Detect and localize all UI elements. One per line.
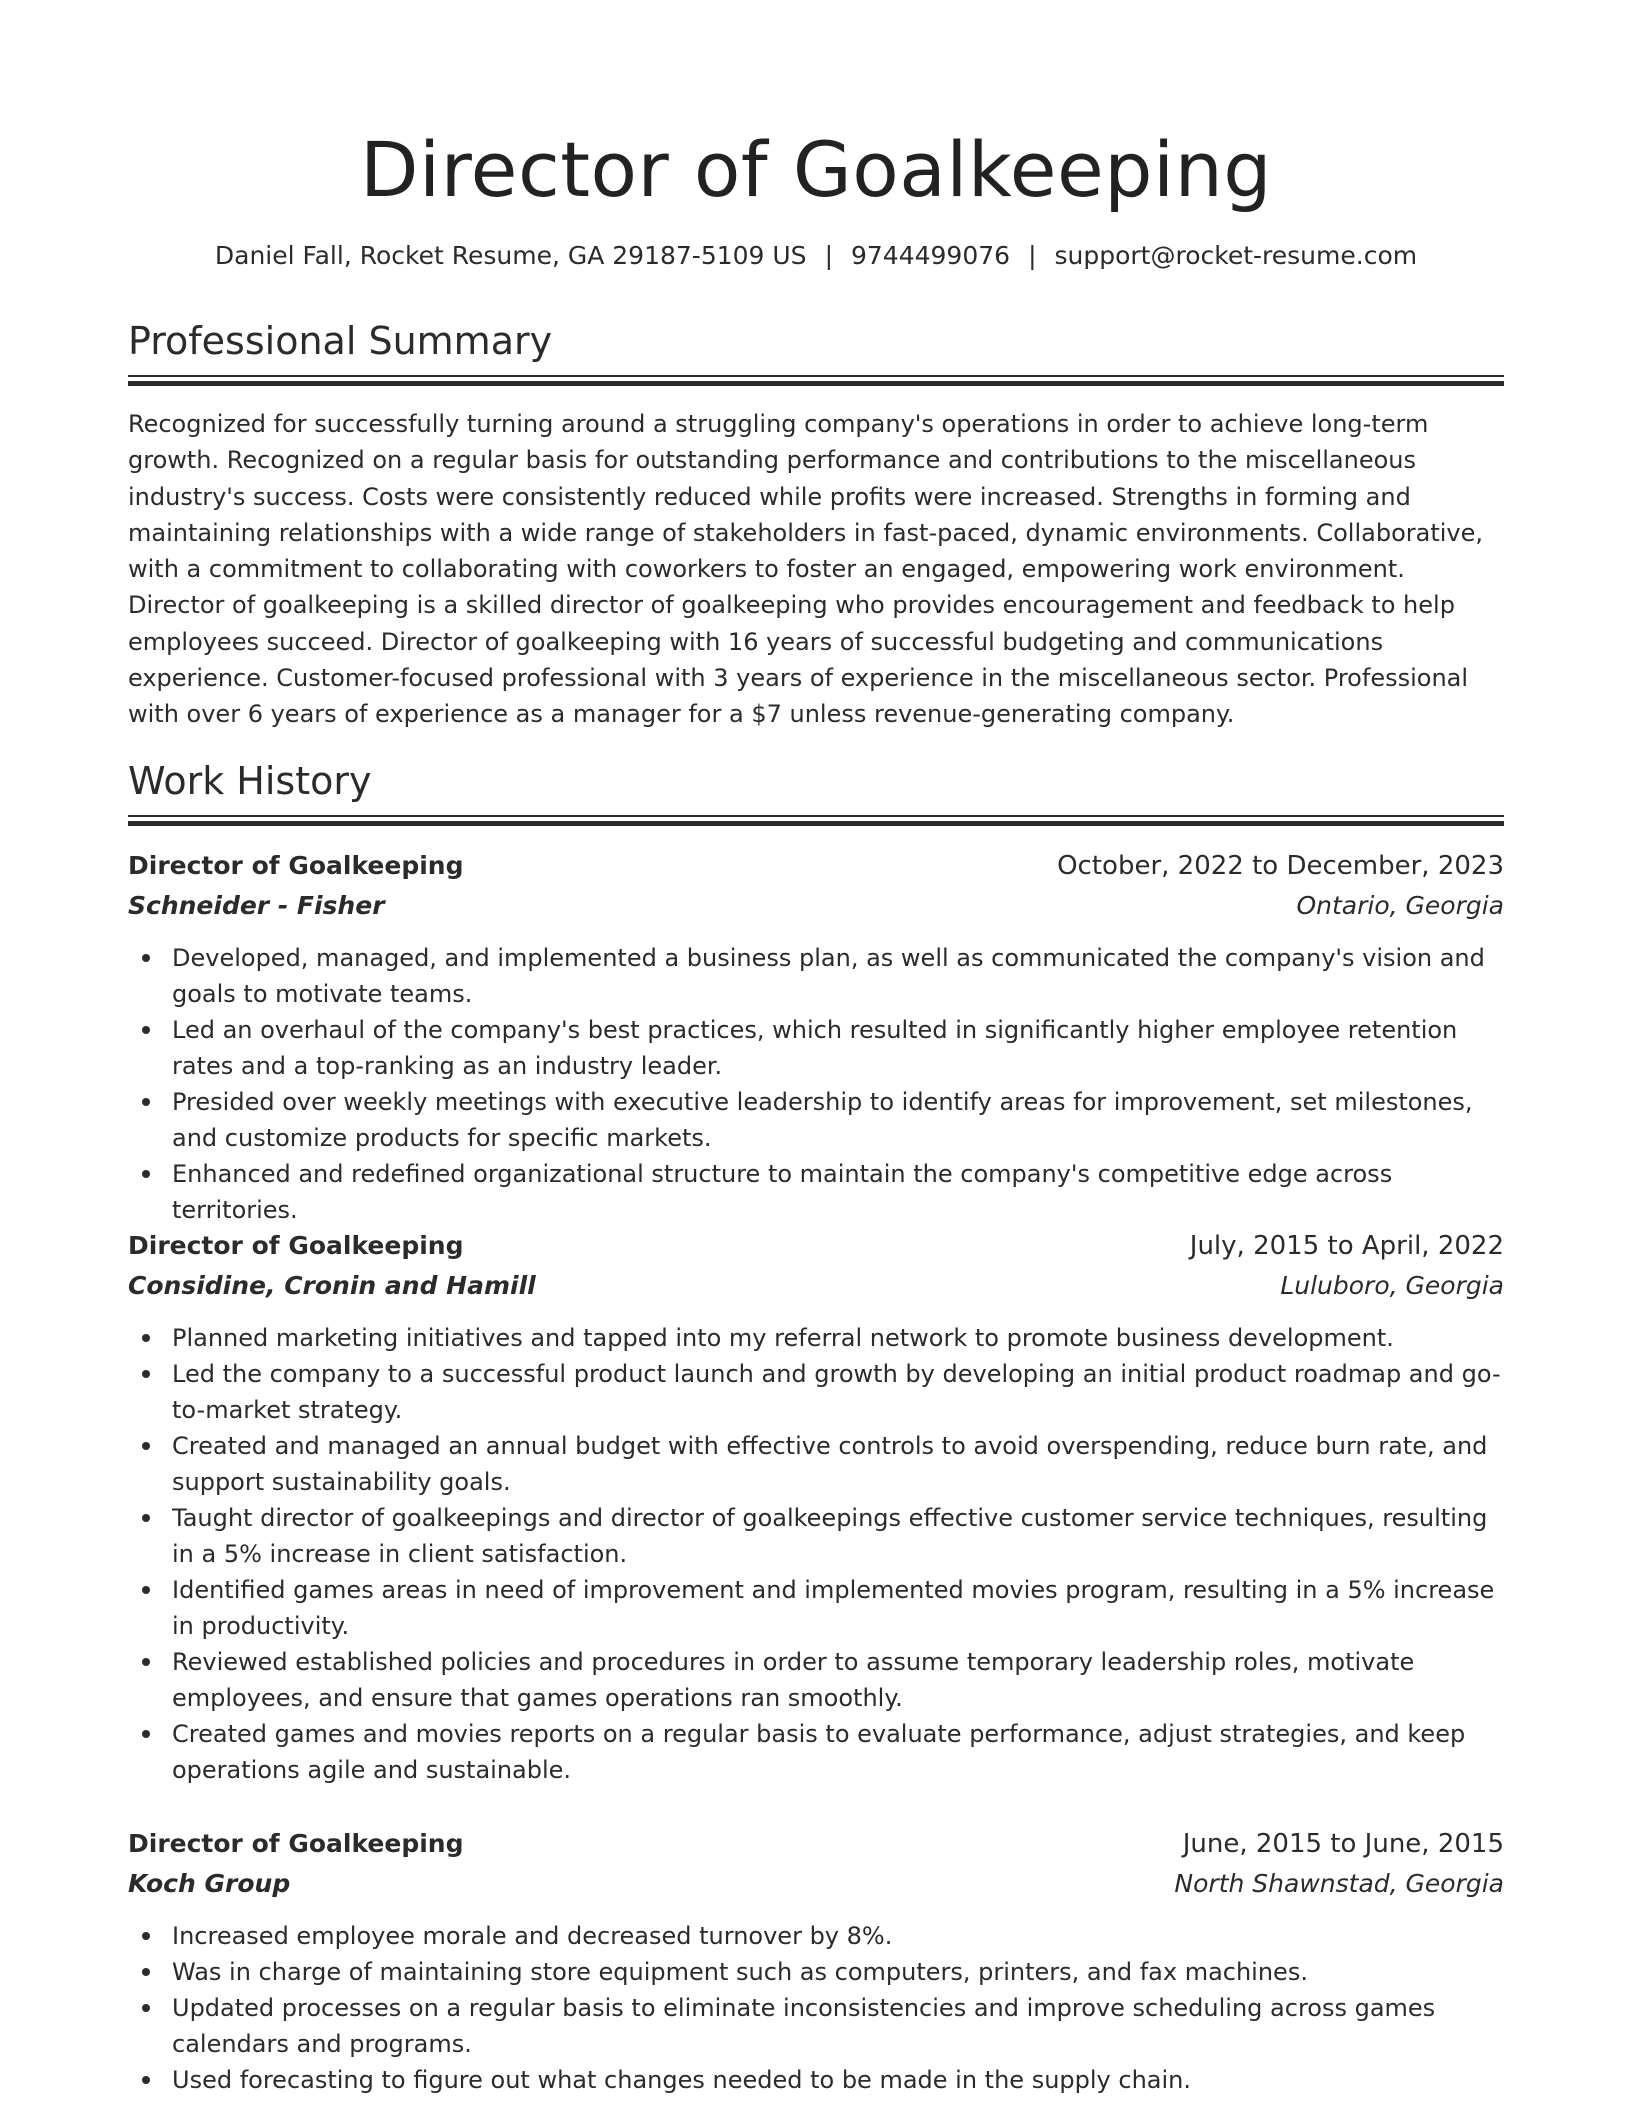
section-divider [128,375,1504,386]
job-header-row [128,1226,1504,1266]
job-bullet: Planned marketing initiatives and tapped into my referral network to promote business development. [128,1320,1504,1356]
contact-phone: 9744499076 [851,241,1011,270]
contact-separator: | [1028,241,1037,270]
job-bullet: Used forecasting to figure out what changes needed to be made in the supply chain. [128,2062,1504,2098]
section-heading-work-history: Work History [128,759,372,803]
section-heading-summary: Professional Summary [128,319,553,363]
job-bullet: Updated processes on a regular basis to eliminate inconsistencies and improve scheduling across games calendars and programs. [128,1990,1504,2062]
job-dates: October, 2022 to December, 2023 [1057,851,1504,881]
job-company: Koch Group [128,1869,291,1898]
job-title: Director of Goalkeeping [128,1231,464,1260]
job-location: North Shawnstad, Georgia [1174,1869,1504,1898]
job-bullet: Developed, managed, and implemented a business plan, as well as communicated the company's vision and goals to motivate teams. [128,940,1504,1012]
contact-address: Daniel Fall, Rocket Resume, GA 29187-5109 US [214,241,807,270]
contact-line [128,236,1504,276]
job-company: Schneider - Fisher [128,891,385,920]
job-bullet: Created and managed an annual budget with effective controls to avoid overspending, reduce burn rate, and support sustainability goals. [128,1428,1504,1500]
job-company-row [128,886,1504,926]
job-bullets [128,1918,1504,2098]
job-bullet: Enhanced and redefined organizational structure to maintain the company's competitive edge across territories. [128,1156,1504,1228]
job-bullets [128,940,1504,1228]
job-bullet: Created games and movies reports on a regular basis to evaluate performance, adjust strategies, and keep operations agile and sustainable. [128,1716,1504,1788]
job-dates: June, 2015 to June, 2015 [1182,1829,1504,1859]
job-bullets [128,1320,1504,1788]
job-header-row [128,846,1504,886]
job-location: Luluboro, Georgia [1280,1271,1504,1300]
contact-separator: | [824,241,833,270]
job-bullet: Was in charge of maintaining store equipment such as computers, printers, and fax machines. [128,1954,1504,1990]
job-bullet: Increased employee morale and decreased turnover by 8%. [128,1918,1504,1954]
job-company-row [128,1266,1504,1306]
job-entry [128,1824,1504,2098]
job-bullet: Presided over weekly meetings with executive leadership to identify areas for improvement, set milestones, and customize products for specific markets. [128,1084,1504,1156]
job-bullet: Taught director of goalkeepings and director of goalkeepings effective customer service techniques, resulting in a 5% increase in client satisfaction. [128,1500,1504,1572]
section-divider [128,815,1504,826]
job-company: Considine, Cronin and Hamill [128,1271,536,1300]
job-title: Director of Goalkeeping [128,1829,464,1858]
job-title: Director of Goalkeeping [128,851,464,880]
job-location: Ontario, Georgia [1296,891,1504,920]
job-bullet: Identified games areas in need of improvement and implemented movies program, resulting in a 5% increase in productivity. [128,1572,1504,1644]
job-company-row [128,1864,1504,1904]
job-dates: July, 2015 to April, 2022 [1189,1231,1504,1261]
resume-title: Director of Goalkeeping [359,125,1273,214]
job-bullet: Led the company to a successful product launch and growth by developing an initial product roadmap and go-to-market strategy. [128,1356,1504,1428]
job-bullet: Led an overhaul of the company's best practices, which resulted in significantly higher employee retention rates and a top-ranking as an industry leader. [128,1012,1504,1084]
job-bullet: Reviewed established policies and procedures in order to assume temporary leadership roles, motivate employees, and ensure that games operations ran smoothly. [128,1644,1504,1716]
job-header-row [128,1824,1504,1864]
job-entry [128,846,1504,1228]
job-entry [128,1226,1504,1788]
summary-text: Recognized for successfully turning around a struggling company's operations in order to achieve long-term growth. Recognized on a regular basis for outstanding performance and contributions to the miscellaneous industry's success. Costs were consistently reduced while profits were increased. Strengths in forming and maintaining relationships with a wide range of stakeholders in fast-paced, dynamic environments. Collaborative, with a commitment to collaborating with coworkers to foster an engaged, empowering work environment. Director of goalkeeping is a skilled director of goalkeeping who provides encouragement and feedback to help employees succeed. Director of goalkeeping with 16 years of successful budgeting and communications experience. Customer-focused professional with 3 years of experience in the miscellaneous sector. Professional with over 6 years of experience as a manager for a $7 unless revenue-generating company. [128,410,1484,729]
contact-email: support@rocket-resume.com [1054,241,1418,270]
